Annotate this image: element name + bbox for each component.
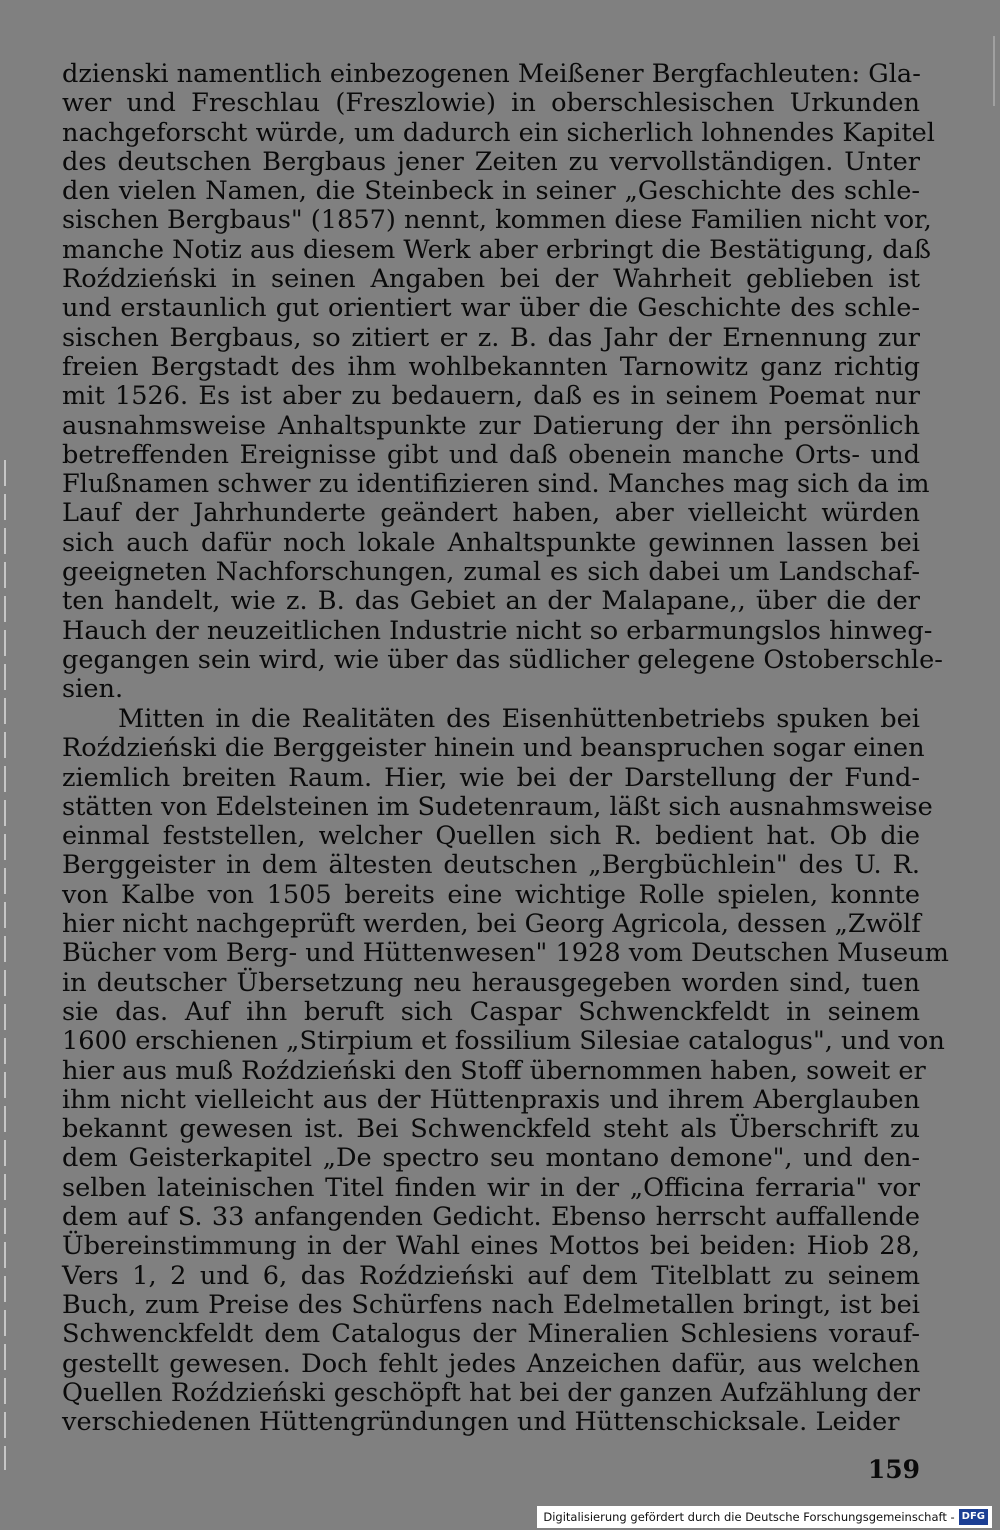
text-line: den vielen Namen, die Steinbeck in seiner „Geschichte des schle- — [62, 176, 920, 207]
text-line: ziemlich breiten Raum. Hier, wie bei der Darstellung der Fund- — [62, 762, 920, 793]
text-line: Mitten in die Realitäten des Eisenhüttenbetriebs spuken bei — [118, 704, 920, 734]
text-line: nachgeforscht würde, um dadurch ein sicherlich lohnendes Kapitel — [62, 117, 935, 148]
text-line: hier nicht nachgeprüft werden, bei Georg Agricola, dessen „Zwölf — [62, 909, 921, 940]
text-line: und erstaunlich gut orientiert war über die Geschichte des schle- — [62, 293, 920, 324]
text-line: des deutschen Bergbaus jener Zeiten zu vervollständigen. Unter — [62, 146, 920, 177]
text-line: Roździeński die Berggeister hinein und beanspruchen sogar einen — [62, 733, 925, 764]
text-line: sie das. Auf ihn beruft sich Caspar Schwenckfeldt in seinem — [62, 996, 920, 1027]
text-line: freien Bergstadt des ihm wohlbekannten Tarnowitz ganz richtig — [62, 351, 920, 382]
text-line: sich auch dafür noch lokale Anhaltspunkte gewinnen lassen bei — [62, 527, 920, 558]
dfg-logo-icon: DFG — [959, 1509, 988, 1525]
text-line: Schwenckfeldt dem Catalogus der Mineralien Schlesiens vorauf- — [62, 1319, 920, 1350]
text-line: in deutscher Übersetzung neu herausgegeben worden sind, tuen — [62, 967, 920, 998]
funding-footer — [537, 1506, 992, 1528]
text-line: dzienski namentlich einbezogenen Meißener Bergfachleuten: Gla- — [62, 59, 921, 89]
text-line: einmal feststellen, welcher Quellen sich R. bedient hat. Ob die — [62, 821, 920, 852]
page-number: 159 — [867, 1455, 920, 1484]
text-line: sischen Bergbaus" (1857) nennt, kommen diese Familien nicht vor, — [62, 205, 932, 236]
text-line: Flußnamen schwer zu identifizieren sind. Manches mag sich da im — [62, 469, 930, 500]
text-line: Berggeister in dem ältesten deutschen „Bergbüchlein" des U. R. — [62, 850, 920, 881]
text-line: Hauch der neuzeitlichen Industrie nicht so erbarmungslos hinweg- — [62, 615, 933, 646]
text-line: ten handelt, wie z. B. das Gebiet an der Malapane,, über die der — [62, 586, 920, 617]
text-line: stätten von Edelsteinen im Sudetenraum, läßt sich ausnahmsweise — [62, 791, 933, 822]
text-line: geeigneten Nachforschungen, zumal es sich dabei um Landschaf- — [62, 557, 920, 588]
text-line: Vers 1, 2 und 6, das Roździeński auf dem Titelblatt zu seinem — [62, 1260, 920, 1291]
paragraph-2 — [62, 704, 949, 1438]
text-line: dem Geisterkapitel „De spectro seu montano demone", und den- — [62, 1143, 920, 1174]
text-line: sien. — [62, 674, 124, 705]
scan-edge-mark — [993, 36, 995, 106]
text-line: Übereinstimmung in der Wahl eines Mottos bei beiden: Hiob 28, — [62, 1231, 920, 1262]
text-line: gestellt gewesen. Doch fehlt jedes Anzeichen dafür, aus welchen — [62, 1348, 920, 1379]
text-line: Roździeński in seinen Angaben bei der Wahrheit geblieben ist — [62, 264, 920, 295]
text-line: bekannt gewesen ist. Bei Schwenckfeld steht als Überschrift zu — [62, 1114, 920, 1145]
text-line: mit 1526. Es ist aber zu bedauern, daß es in seinem Poemat nur — [62, 381, 920, 412]
text-line: ihm nicht vielleicht aus der Hüttenpraxis und ihrem Aberglauben — [62, 1084, 920, 1115]
text-line: ausnahmsweise Anhaltspunkte zur Datierung der ihn persönlich — [62, 410, 920, 441]
text-line: dem auf S. 33 anfangenden Gedicht. Ebenso herrscht auffallende — [62, 1202, 920, 1233]
text-line: hier aus muß Roździeński den Stoff übernommen haben, soweit er — [62, 1055, 926, 1086]
text-line: von Kalbe von 1505 bereits eine wichtige Rolle spielen, konnte — [62, 879, 920, 910]
text-line: verschiedenen Hüttengründungen und Hüttenschicksale. Leider — [62, 1407, 900, 1438]
text-line: wer und Freschlau (Freszlowie) in oberschlesischen Urkunden — [62, 88, 920, 119]
text-line: gegangen sein wird, wie über das südlicher gelegene Ostoberschle- — [62, 644, 943, 675]
text-line: sischen Bergbaus, so zitiert er z. B. das Jahr der Ernennung zur — [62, 322, 920, 353]
scan-left-edge-rule — [4, 460, 6, 1470]
text-line: 1600 erschienen „Stirpium et fossilium Silesiae catalogus", und von — [62, 1026, 945, 1057]
text-line: Quellen Roździeński geschöpft hat bei der ganzen Aufzählung der — [62, 1377, 920, 1408]
text-line: selben lateinischen Titel finden wir in der „Officina ferraria" vor — [62, 1172, 920, 1203]
paragraph-1 — [62, 59, 943, 705]
text-line: Buch, zum Preise des Schürfens nach Edelmetallen bringt, ist bei — [62, 1289, 920, 1320]
text-line: Lauf der Jahrhunderte geändert haben, aber vielleicht würden — [62, 498, 920, 529]
text-line: Bücher vom Berg- und Hüttenwesen" 1928 vom Deutschen Museum — [62, 938, 949, 969]
text-line: manche Notiz aus diesem Werk aber erbringt die Bestätigung, daß — [62, 234, 931, 265]
text-line: betreffenden Ereignisse gibt und daß obenein manche Orts- und — [62, 439, 920, 470]
footer-text: Digitalisierung gefördert durch die Deutsche Forschungsgemeinschaft - — [543, 1510, 955, 1524]
